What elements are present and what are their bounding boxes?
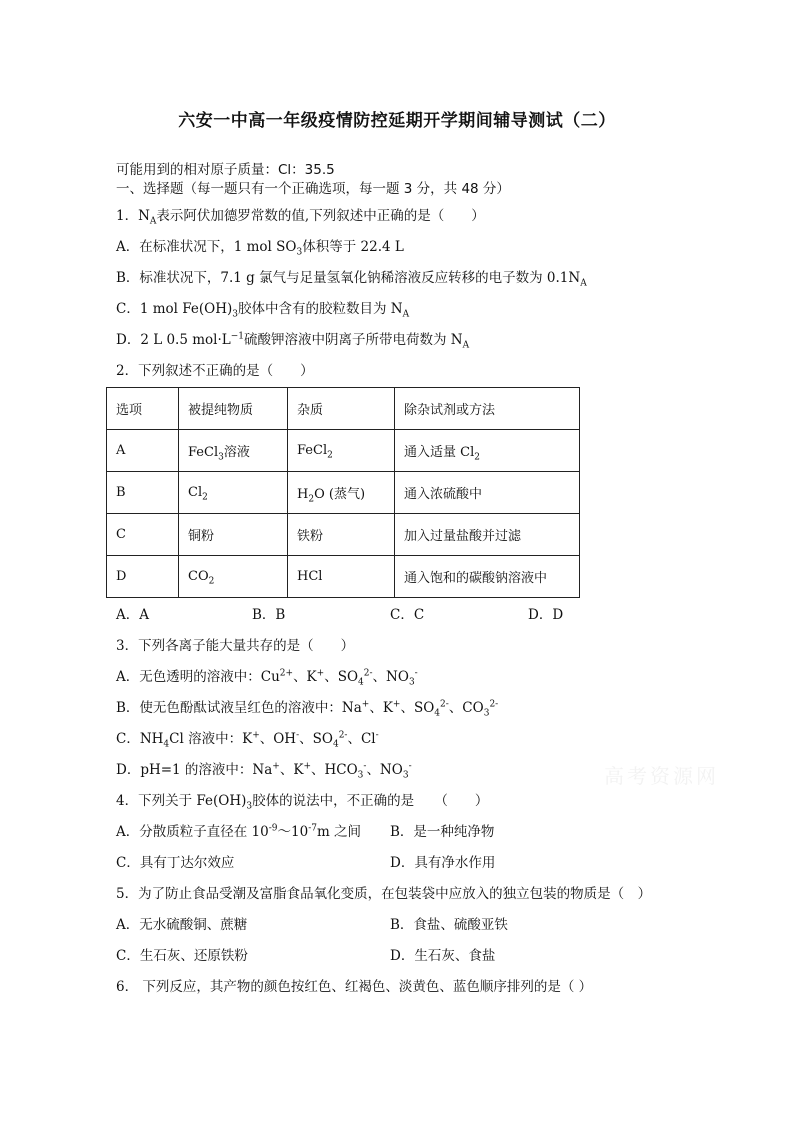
table-cell-method: 通入饱和的碳酸钠溶液中	[395, 556, 580, 598]
table-cell-impurity: $H_2O$ (蒸气)	[288, 472, 395, 514]
question-3-option-a: A．无色透明的溶液中：$Cu^{2+}$、K+、$SO_4^{2-}$、$NO_3^-$	[116, 668, 418, 688]
table-cell-option: C	[107, 514, 179, 556]
question-5-option-c: C．生石灰、还原铁粉	[116, 948, 248, 964]
table-cell-method: 通入适量 $Cl_2$	[395, 430, 580, 472]
watermark: 高考资源网	[604, 764, 719, 788]
question-3-option-c: C．$NH_4Cl$ 溶液中：K+、OH-、$SO_4^{2-}$、Cl-	[116, 730, 379, 750]
table-cell-method: 通入浓硫酸中	[395, 472, 580, 514]
question-4-stem: 4．下列关于 $Fe(OH)_3$胶体的说法中，不正确的是 （ ）	[116, 793, 489, 812]
question-2-answer-d: D．D	[528, 607, 564, 623]
question-3-stem: 3．下列各离子能大量共存的是（ ）	[116, 638, 355, 654]
table-header-cell: 除杂试剂或方法	[395, 388, 580, 430]
question-3-option-d: D．pH=1 的溶液中：Na+、K+、$HCO_3^-$、$NO_3^-$	[116, 761, 412, 781]
section-heading: 一、选择题（每一题只有一个正确选项，每一题 3 分，共 48 分）	[116, 181, 510, 197]
question-2-stem: 2．下列叙述不正确的是（ ）	[116, 363, 314, 379]
question-5-stem: 5．为了防止食品受潮及富脂食品氧化变质，在包装袋中应放入的独立包装的物质是（ ）	[116, 886, 652, 902]
question-4-option-a: A．分散质粒子直径在 $10^{-9}\sim 10^{-7}m$ 之间	[116, 823, 362, 840]
question-6-stem: 6． 下列反应，其产物的颜色按红色、红褐色、淡黄色、蓝色顺序排列的是（ ）	[116, 979, 593, 995]
atomic-mass-note: 可能用到的相对原子质量：Cl：35.5	[116, 162, 335, 178]
table-cell-substance: $CO_2$	[179, 556, 288, 598]
page-title: 六安一中高一年级疫情防控延期开学期间辅导测试（二）	[178, 111, 616, 131]
table-cell-impurity: HCl	[288, 556, 395, 598]
question-3-option-b: B．使无色酚酞试液呈红色的溶液中：Na+、K+、$SO_4^{2-}$、$CO_3^{2-}$	[116, 699, 499, 719]
question-5-option-b: B．食盐、硫酸亚铁	[390, 917, 508, 933]
table-cell-substance: $Cl_2$	[179, 472, 288, 514]
table-row	[107, 430, 580, 472]
table-cell-option: D	[107, 556, 179, 598]
question-1-stem: 1．$N_A$表示阿伏加德罗常数的值,下列叙述中正确的是（ ）	[116, 208, 485, 227]
table-header-cell: 被提纯物质	[179, 388, 288, 430]
question-4-option-d: D．具有净水作用	[390, 855, 496, 871]
question-1-option-d: D．2 L 0.5 $mol\cdot L^{-1}$硫酸钾溶液中阴离子所带电荷数为 $N_A$	[116, 331, 470, 351]
table-cell-option: A	[107, 430, 179, 472]
table-cell-impurity: FeCl$_2$	[288, 430, 395, 472]
question-2-answer-a: A．A	[116, 607, 149, 623]
table-cell-impurity: 铁粉	[288, 514, 395, 556]
question-5-option-a: A．无水硫酸铜、蔗糖	[116, 917, 248, 933]
table-cell-substance: FeCl$_3$溶液	[179, 430, 288, 472]
table-row	[107, 472, 580, 514]
question-4-option-b: B．是一种纯净物	[390, 824, 495, 840]
question-1-option-c: C．1 mol $Fe(OH)_3$胶体中含有的胶粒数目为 $N_A$	[116, 301, 410, 320]
question-5-option-d: D．生石灰、食盐	[390, 948, 496, 964]
question-2-answer-b: B．B	[252, 607, 286, 623]
table-cell-substance: 铜粉	[179, 514, 288, 556]
table-cell-option: B	[107, 472, 179, 514]
table-row	[107, 514, 580, 556]
question-1-option-a: A．在标准状况下，1 mol $SO_3$体积等于 22.4 L	[116, 239, 404, 258]
table-header-cell: 杂质	[288, 388, 395, 430]
table-cell-method: 加入过量盐酸并过滤	[395, 514, 580, 556]
question-2-answer-c: C．C	[390, 607, 425, 623]
question-2-table	[106, 387, 580, 598]
table-row	[107, 556, 580, 598]
question-1-option-b: B．标准状况下，7.1 g 氯气与足量氢氧化钠稀溶液反应转移的电子数为 $0.1N_A$	[116, 270, 587, 289]
table-header-row	[107, 388, 580, 430]
table-header-cell: 选项	[107, 388, 179, 430]
question-4-option-c: C．具有丁达尔效应	[116, 855, 235, 871]
